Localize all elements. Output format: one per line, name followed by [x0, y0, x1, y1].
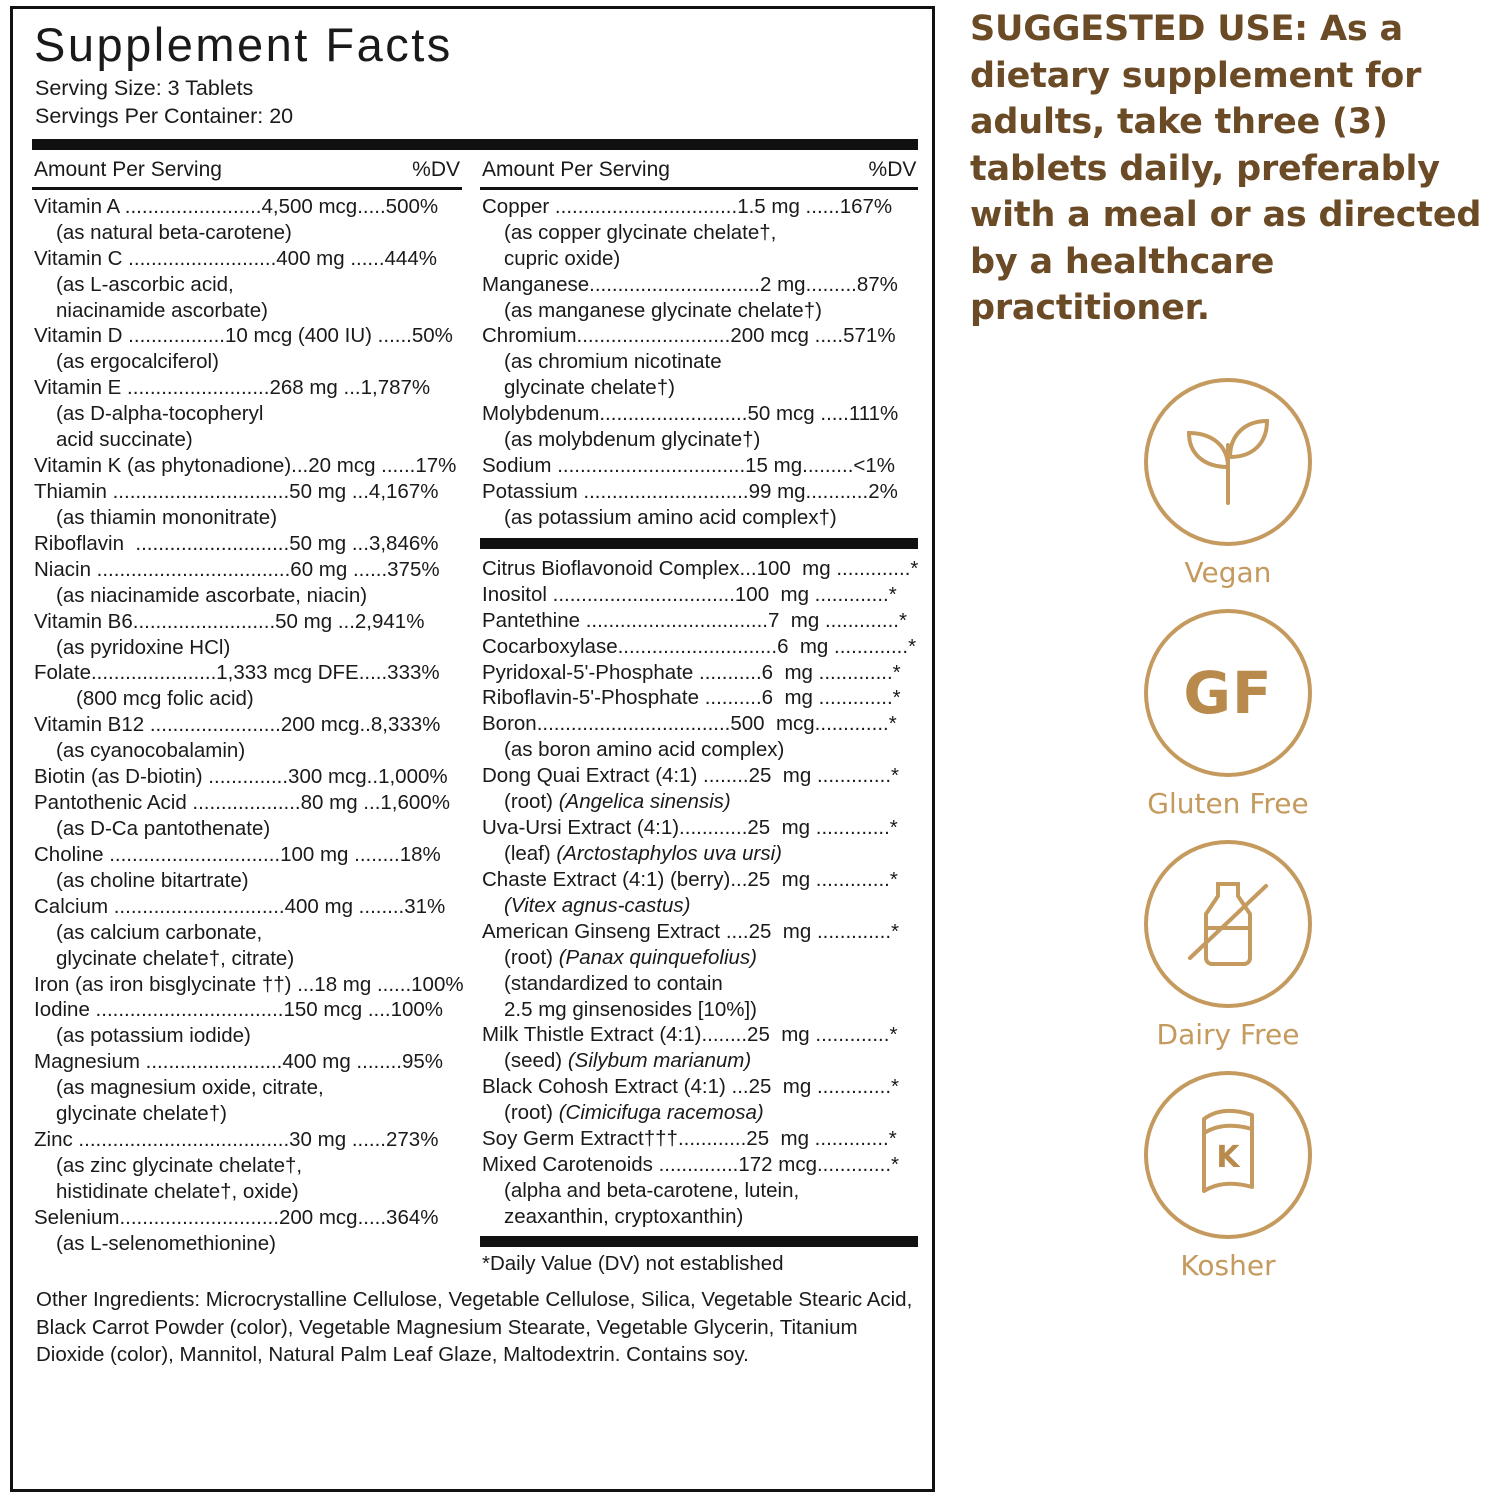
badge-circle-kosher	[1144, 1071, 1312, 1239]
nutrient-row: Calcium ..............................400 mg ........31%	[34, 894, 446, 918]
nutrient-row: Pyridoxal-5'-Phosphate ...........6 mg .............*	[482, 660, 901, 684]
nutrient-row: Citrus Bioflavonoid Complex...100 mg .............*	[482, 556, 919, 580]
nutrient-row: Inositol ................................100 mg .............*	[482, 582, 897, 606]
nutrient-row: (leaf) (Arctostaphylos uva ursi)	[504, 842, 782, 865]
divider-header-left	[32, 187, 462, 190]
gf-icon: GF	[1183, 658, 1273, 727]
nutrient-row: Vitamin B6.........................50 mg ...2,941%	[34, 609, 425, 633]
nutrient-row: Sodium .................................15 mg.........<1%	[482, 454, 895, 478]
badge-label-vegan: Vegan	[1184, 555, 1272, 589]
certification-badges	[970, 378, 1486, 1282]
nutrient-row: Zinc .....................................30 mg ......273%	[34, 1128, 439, 1152]
nutrient-row: Molybdenum..........................50 mcg .....111%	[482, 402, 899, 426]
nutrient-row: (as pyridoxine HCl)	[56, 635, 231, 659]
divider-thick-bottom	[480, 1236, 918, 1247]
svg-text:K: K	[1216, 1139, 1240, 1175]
nutrient-row: (as D-alpha-tocopheryl	[56, 402, 264, 426]
badge-label-kosher: Kosher	[1180, 1248, 1276, 1282]
nutrient-row: Niacin ..................................60 mg ......375%	[34, 557, 440, 581]
nutrient-row: (as choline bitartrate)	[56, 868, 249, 892]
nutrient-row: Chaste Extract (4:1) (berry)...25 mg .............*	[482, 867, 898, 891]
divider-thick-top	[32, 139, 918, 150]
nutrient-row: Folate......................1,333 mcg DFE.....333%	[34, 661, 440, 685]
nutrient-row: (as zinc glycinate chelate†,	[56, 1153, 303, 1177]
nutrient-row: (as thiamin mononitrate)	[56, 505, 278, 529]
daily-value-note: *Daily Value (DV) not established	[482, 1251, 784, 1275]
leaf-icon	[1173, 405, 1283, 519]
nutrient-row: Mixed Carotenoids ..............172 mcg.............*	[482, 1153, 899, 1177]
nutrient-row: Vitamin E .........................268 mg ...1,787%	[34, 376, 431, 400]
other-ingredients: Other Ingredients: Microcrystalline Cellulose, Vegetable Cellulose, Silica, Vegetable Stearic Acid, Black Carrot Powder (color), Vegetable Magnesium Stearate, Vegetable Glycerin, Titanium Dioxide (color), Mannitol, Natural Palm Leaf Glaze, Maltodextrin. Contains soy.	[36, 1287, 913, 1367]
nutrient-row: (Vitex agnus-castus)	[504, 893, 691, 917]
divider-header-right	[480, 187, 918, 190]
nutrient-row: (as natural beta-carotene)	[56, 220, 292, 244]
nutrient-list-minerals	[480, 194, 918, 531]
column-header-right	[480, 158, 918, 187]
nutrient-column-right	[480, 158, 918, 1275]
header-dv-left: %DV	[412, 158, 460, 182]
nutrient-row: niacinamide ascorbate)	[56, 298, 268, 322]
nutrient-row: (root) (Panax quinquefolius)	[504, 945, 757, 969]
divider-thick-mid	[480, 538, 918, 549]
nutrient-row: (seed) (Silybum marianum)	[504, 1049, 752, 1073]
nutrient-row: cupric oxide)	[504, 246, 621, 270]
header-amount-right: Amount Per Serving	[482, 158, 670, 182]
nutrient-row: zeaxanthin, cryptoxanthin)	[504, 1204, 744, 1228]
badge-vegan	[1144, 378, 1312, 589]
nutrient-row: (as boron amino acid complex)	[504, 738, 785, 762]
nutrient-row: Soy Germ Extract†††............25 mg .............*	[482, 1127, 897, 1151]
nutrient-row: Vitamin A ........................4,500 mcg.....500%	[34, 194, 439, 218]
nutrient-row: (800 mcg folic acid)	[76, 687, 254, 711]
nutrient-row: Vitamin D .................10 mcg (400 IU) ......50%	[34, 324, 453, 348]
nutrient-row: Iodine .................................150 mcg ....100%	[34, 998, 444, 1022]
nutrient-row: 2.5 mg ginsenosides [10%])	[504, 997, 757, 1021]
nutrient-row: (as calcium carbonate,	[56, 920, 263, 944]
nutrient-row: (as L-ascorbic acid,	[56, 272, 234, 296]
nutrient-row: Boron..................................500 mcg.............*	[482, 712, 897, 736]
nutrient-row: (as potassium amino acid complex†)	[504, 505, 837, 529]
nutrient-row: (as niacinamide ascorbate, niacin)	[56, 583, 368, 607]
nutrient-row: Uva-Ursi Extract (4:1)............25 mg .............*	[482, 816, 898, 840]
nutrient-row: glycinate chelate†)	[56, 1102, 227, 1126]
nutrient-row: (as L-selenomethionine)	[56, 1231, 276, 1255]
header-amount-left: Amount Per Serving	[34, 158, 222, 182]
nutrient-row: (as potassium iodide)	[56, 1024, 251, 1048]
page-title: Supplement Facts	[34, 18, 453, 71]
nutrient-row: Chromium...........................200 mcg .....571%	[482, 324, 896, 348]
nutrient-row: (as chromium nicotinate	[504, 350, 722, 374]
badge-circle-vegan	[1144, 378, 1312, 546]
badge-kosher	[1144, 1071, 1312, 1282]
nutrient-row: Pantethine ................................7 mg .............*	[482, 608, 907, 632]
header-dv-right: %DV	[868, 158, 917, 182]
nutrient-row: Iron (as iron bisglycinate ††) ...18 mg ......100%	[34, 972, 464, 996]
suggested-use-text: SUGGESTED USE: As a dietary supplement for adults, take three (3) tablets daily, preferably with a meal or as directed by a healthcare practitioner.	[970, 9, 1482, 329]
nutrient-row: Choline ..............................100 mg ........18%	[34, 842, 441, 866]
nutrient-row: Black Cohosh Extract (4:1) ...25 mg .............*	[482, 1075, 899, 1099]
no-dairy-bottle-icon	[1168, 862, 1288, 986]
badge-label-dairy-free: Dairy Free	[1156, 1017, 1300, 1051]
nutrient-row: Copper ................................1.5 mg ......167%	[482, 194, 893, 218]
nutrient-row: Vitamin B12 .......................200 mcg..8,333%	[34, 713, 441, 737]
nutrient-row: Cocarboxylase............................6 mg .............*	[482, 634, 917, 658]
nutrient-row: Biotin (as D-biotin) ..............300 mcg..1,000%	[34, 765, 448, 789]
badge-circle-gluten-free	[1144, 609, 1312, 777]
nutrient-row: Selenium............................200 mcg.....364%	[34, 1205, 439, 1229]
nutrient-row: Thiamin ...............................50 mg ...4,167%	[34, 480, 439, 504]
badge-dairy-free	[1144, 840, 1312, 1051]
nutrient-row: acid succinate)	[56, 428, 193, 452]
nutrient-row: (alpha and beta-carotene, lutein,	[504, 1178, 800, 1202]
badge-label-gluten-free: Gluten Free	[1147, 786, 1309, 820]
nutrient-row: glycinate chelate†)	[504, 376, 675, 400]
column-header-left	[32, 158, 462, 187]
serving-size: Serving Size: 3 Tablets	[35, 76, 254, 101]
nutrient-row: (root) (Angelica sinensis)	[504, 790, 731, 814]
nutrient-row: Manganese..............................2 mg.........87%	[482, 272, 898, 296]
nutrient-column-left	[32, 158, 472, 1275]
nutrient-row: Riboflavin ...........................50 mg ...3,846%	[34, 531, 439, 555]
nutrient-row: Magnesium ........................400 mg ........95%	[34, 1050, 444, 1074]
nutrient-row: Dong Quai Extract (4:1) ........25 mg .............*	[482, 764, 899, 788]
badge-circle-dairy-free	[1144, 840, 1312, 1008]
nutrient-row: Vitamin K (as phytonadione)...20 mcg ......17%	[34, 454, 457, 478]
nutrient-row: (as molybdenum glycinate†)	[504, 428, 761, 452]
nutrient-row: American Ginseng Extract ....25 mg .............*	[482, 919, 899, 943]
badge-gluten-free	[1144, 609, 1312, 820]
nutrient-row: Milk Thistle Extract (4:1)........25 mg .............*	[482, 1023, 898, 1047]
nutrient-row: (root) (Cimicifuga racemosa)	[504, 1101, 764, 1125]
nutrient-row: (as cyanocobalamin)	[56, 739, 246, 763]
nutrient-row: Riboflavin-5'-Phosphate ..........6 mg .............*	[482, 686, 901, 710]
nutrient-row: Pantothenic Acid ...................80 mg ...1,600%	[34, 791, 450, 815]
nutrient-row: (as ergocalciferol)	[56, 350, 219, 374]
nutrient-row: histidinate chelate†, oxide)	[56, 1179, 299, 1203]
nutrient-row: Vitamin C ..........................400 mg ......444%	[34, 246, 437, 270]
kosher-k-icon	[1168, 1093, 1288, 1217]
nutrient-row: (as D-Ca pantothenate)	[56, 817, 271, 840]
nutrient-row: Potassium .............................99 mg...........2%	[482, 480, 898, 504]
nutrient-row: (as manganese glycinate chelate†)	[504, 298, 822, 322]
nutrient-row: (as magnesium oxide, citrate,	[56, 1076, 324, 1100]
side-panel	[950, 0, 1500, 1499]
servings-per-container: Servings Per Container: 20	[35, 103, 294, 128]
nutrient-list-left	[32, 194, 462, 1257]
nutrient-list-botanicals	[480, 556, 918, 1230]
nutrient-row: (as copper glycinate chelate†,	[504, 220, 777, 244]
nutrient-row: glycinate chelate†, citrate)	[56, 946, 295, 970]
nutrient-columns	[32, 158, 918, 1275]
nutrient-row: (standardized to contain	[504, 971, 723, 995]
